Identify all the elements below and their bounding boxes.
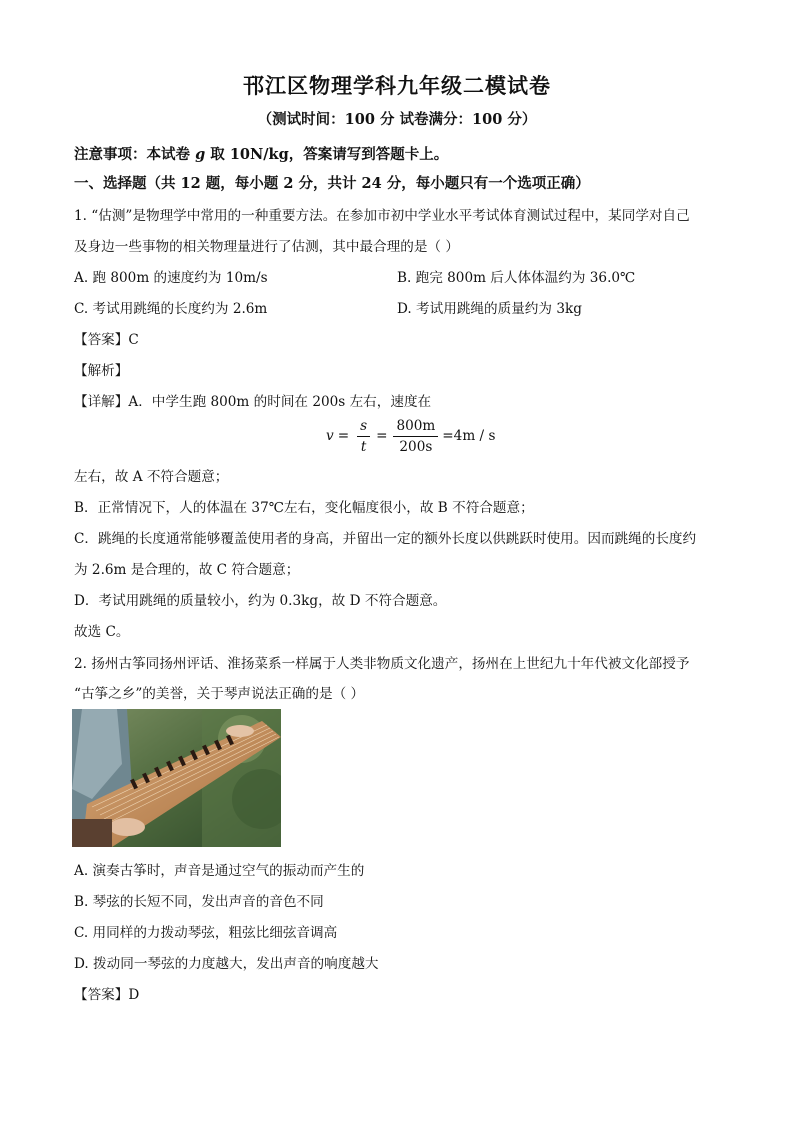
fraction-800m-over-200s bbox=[393, 418, 438, 455]
q1-detail-line6: D．考试用跳绳的质量较小，约为 0.3kg，故 D 不符合题意。 bbox=[74, 593, 447, 609]
q1-option-c: C. 考试用跳绳的长度约为 2.6m bbox=[74, 301, 268, 317]
q2-option-a: A. 演奏古筝时，声音是通过空气的振动而产生的 bbox=[74, 863, 365, 879]
q2-stem-line1: 2. 扬州古筝同扬州评话、淮扬菜系一样属于人类非物质文化遗产，扬州在上世纪九十年代被文化部授予 bbox=[74, 656, 690, 672]
q1-answer: 【答案】C bbox=[74, 332, 139, 348]
formula-equals-2: = bbox=[376, 428, 388, 444]
q2-option-c: C. 用同样的力拨动琴弦，粗弦比细弦音调高 bbox=[74, 925, 338, 941]
formula-equals-1: = bbox=[337, 428, 350, 444]
q2-option-d: D. 拨动同一琴弦的力度越大，发出声音的响度越大 bbox=[74, 956, 379, 972]
notice-g: g bbox=[195, 146, 206, 163]
formula-result: =4m / s bbox=[442, 428, 496, 444]
fraction-denominator-t: t bbox=[360, 438, 367, 455]
fraction-numerator-s: s bbox=[357, 418, 370, 437]
q1-detail-line2: 左右，故 A 不符合题意； bbox=[74, 469, 229, 485]
q1-option-d: D. 考试用跳绳的质量约为 3kg bbox=[397, 301, 582, 317]
q1-detail-line5: 为 2.6m 是合理的，故 C 符合题意； bbox=[74, 562, 300, 578]
fraction-numerator-800m: 800m bbox=[393, 418, 438, 437]
q1-analysis-label: 【解析】 bbox=[74, 363, 129, 379]
q2-stem-line2: “古筝之乡”的美誉，关于琴声说法正确的是（ ） bbox=[74, 686, 365, 702]
q1-detail-line1: 【详解】A．中学生跑 800m 的时间在 200s 左右，速度在 bbox=[74, 394, 432, 410]
q1-stem-line2: 及身边一些事物的相关物理量进行了估测，其中最合理的是（ ） bbox=[74, 239, 459, 255]
exam-info: （测试时间：100 分 试卷满分：100 分） bbox=[257, 111, 537, 128]
section-heading: 一、选择题（共 12 题，每小题 2 分，共计 24 分，每小题只有一个选项正确） bbox=[74, 175, 590, 192]
q1-detail-line3: B．正常情况下，人的体温在 37℃左右，变化幅度很小，故 B 不符合题意； bbox=[74, 500, 534, 516]
speed-formula bbox=[326, 414, 495, 458]
notice-text-b: 取 10N/kg，答案请写到答题卡上。 bbox=[210, 146, 449, 163]
notice bbox=[74, 143, 448, 164]
fraction-s-over-t bbox=[357, 418, 370, 455]
q2-answer: 【答案】D bbox=[74, 987, 140, 1003]
formula-v: v bbox=[326, 428, 334, 444]
guzheng-photo bbox=[72, 709, 281, 847]
q1-stem-line1: 1. “估测”是物理学中常用的一种重要方法。在参加市初中学业水平考试体育测试过程中，某同学对自己 bbox=[74, 208, 690, 224]
q1-detail-line7: 故选 C。 bbox=[74, 624, 130, 640]
q1-detail-line4: C．跳绳的长度通常能够覆盖使用者的身高，并留出一定的额外长度以供跳跃时使用。因而跳绳的长度约 bbox=[74, 531, 697, 547]
notice-text-a: 本试卷 bbox=[146, 146, 190, 163]
notice-label: 注意事项： bbox=[74, 146, 147, 163]
q2-option-b: B. 琴弦的长短不同，发出声音的音色不同 bbox=[74, 894, 324, 910]
fraction-denominator-200s: 200s bbox=[399, 438, 433, 455]
q1-option-a: A. 跑 800m 的速度约为 10m/s bbox=[74, 270, 268, 286]
q1-option-b: B. 跑完 800m 后人体体温约为 36.0℃ bbox=[397, 270, 636, 286]
page-title: 邗江区物理学科九年级二模试卷 bbox=[243, 73, 551, 98]
